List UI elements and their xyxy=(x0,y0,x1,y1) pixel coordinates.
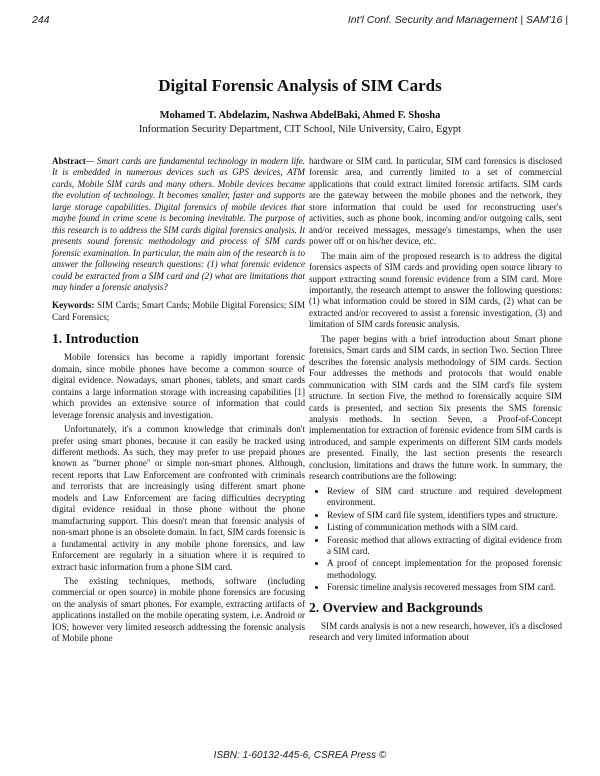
keywords-text: SIM Cards; Smart Cards; Mobile Digital Forensics; SIM Card Forensics; xyxy=(52,300,305,322)
author-list: Mohamed T. Abdelazim, Nashwa AbdelBaki, Ahmed F. Shosha xyxy=(159,110,441,121)
overview-paragraph-1: SIM cards analysis is not a new research, however, it's a disclosed research and very limited information about xyxy=(309,620,562,643)
intro-heading: 1. Introduction xyxy=(52,331,139,347)
list-item: • Forensic method that allows extracting of digital evidence from a SIM card. xyxy=(327,535,562,558)
abstract-label: Abstract xyxy=(52,156,86,166)
keywords xyxy=(52,300,305,323)
page-number: 244 xyxy=(32,14,50,26)
intro-paragraph-4: The main aim of the proposed research is to address the digital forensics aspects of SIM cards and providing open source library to support extracting sound forensic evidence from a SIM card. More importantly, the research attempt to answer the following questions: (1) what information could be stored in SIM cards, (2) what can be extracted and/or recovered to assist a forensic investigation, (3) and limitation of SIM cards forensic analysis. xyxy=(309,250,562,330)
list-item: • A proof of concept implementation for the proposed forensic methodology. xyxy=(327,558,562,581)
abstract-text: Smart cards are fundamental technology in modern life. It is embedded in numerous devices such as GPS devices, ATM cards, Mobile SIM cards and many others. Mobile devices became the evolution of technology. It becomes smaller, faster and supports large storage capabilities. Digital forensics of mobile devices that maybe found in crime scene is becoming inevitable. The purpose of this research is to address the SIM cards digital forensics analysis. It presents sound forensic methodology and process of SIM cards forensic examination. In particular, the main aim of the research is to answer the following research questions: (1) what forensic evidence could be extracted from a SIM card and (2) what are limitations that may hinder a forensic analysis? xyxy=(52,156,305,292)
conference-name: Int'l Conf. Security and Management | SAM'16 | xyxy=(347,14,568,26)
intro-paragraph-2: Unfortunately, it's a common knowledge that criminals don't prefer using smart phones, because it can easily be tracked using different methods. As such, they may prefer to use prepaid phones known as "burner phone" or simple non-smart phones. Although, recent reports that Law Enforcement are confronted with criminals and terrorists that are increasingly using different smart phone models and Law Enforcement are facing difficulties decrypting digital evidence residual in those phone without the phone manufacturing support. This doesn't mean that forensic analysis of non-smart phone is an obsolete domain. In fact, SIM cards forensic is a fundamental activity in any mobile phone forensics, and law Enforcement are regularly in a situation where it is required to extract basic information from a phone SIM card. xyxy=(52,424,305,572)
list-item: • Listing of communication methods with a SIM card. xyxy=(327,522,562,533)
intro-paragraph-5: The paper begins with a brief introduction about Smart phone forensics, Smart cards and SIM cards, in section Two. Section Three describes the forensic analysis methodology of SIM cards. Section Four addresses the methods and protocols that would enable communication with SIM cards and the SIM card's file system structure. In section Five, the method to forensically acquire SIM cards is presented, and section Six presents the SMS forensic analysis methods. In section Seven, a Proof-of-Concept implementation for extraction of forensic evidence from SIM cards is introduced, and sample experiments on different SIM cards models are presented. Finally, the last section presents the research conclusion, limitations and draws the future work. In summary, the research contributions are the following: xyxy=(309,333,562,482)
intro-paragraph-1: Mobile forensics has become a rapidly important forensic domain, since mobile phones have become a common source of digital evidence. Nowadays, smart phones, tablets, and smart cards contains a large information storage with increasing capabilities [1] which provides an extensive source of information that could leverage forensic analysis and investigation. xyxy=(52,352,305,420)
list-item: • Review of SIM card structure and required development environment. xyxy=(327,486,562,509)
intro-paragraph-3-continued: hardware or SIM card. In particular, SIM card forensics is disclosed forensic area, and currently limited to a set of commercial applications that could extract limited forensic artifacts. SIM cards are the gateway between the mobile phones and the network, they store information that could be used for reconstructing user's activities, such as phone book, incoming and/or outgoing calls, sent and/or received messages, message's timestamps, when the user power off or on his/her device, etc. xyxy=(309,156,562,247)
contribution-list xyxy=(309,486,562,594)
list-item: • Forensic timeline analysis recovered messages from SIM card. xyxy=(327,582,562,593)
left-column xyxy=(52,156,305,741)
keywords-label: Keywords: xyxy=(52,300,95,311)
abstract xyxy=(52,156,305,293)
paper-title: Digital Forensic Analysis of SIM Cards xyxy=(158,76,442,95)
list-item: • Review of SIM card file system, identifiers types and structure. xyxy=(327,510,562,521)
overview-heading: 2. Overview and Backgrounds xyxy=(309,599,483,615)
abstract-dash: — xyxy=(85,156,97,166)
running-head xyxy=(32,14,568,30)
right-column xyxy=(309,156,562,741)
intro-paragraph-3: The existing techniques, methods, software (including commercial or open source) in mobile phone forensics are focusing on the analysis of smart phones. For example, extracting artifacts of applications installed on the mobile operating system, i.e. Android or IOS; however very limited research addressing the forensic analysis of Mobile phone xyxy=(52,575,305,644)
affiliation: Information Security Department, CIT School, Nile University, Cairo, Egypt xyxy=(138,124,462,135)
isbn-footer: ISBN: 1-60132-445-6, CSREA Press © xyxy=(213,750,387,761)
